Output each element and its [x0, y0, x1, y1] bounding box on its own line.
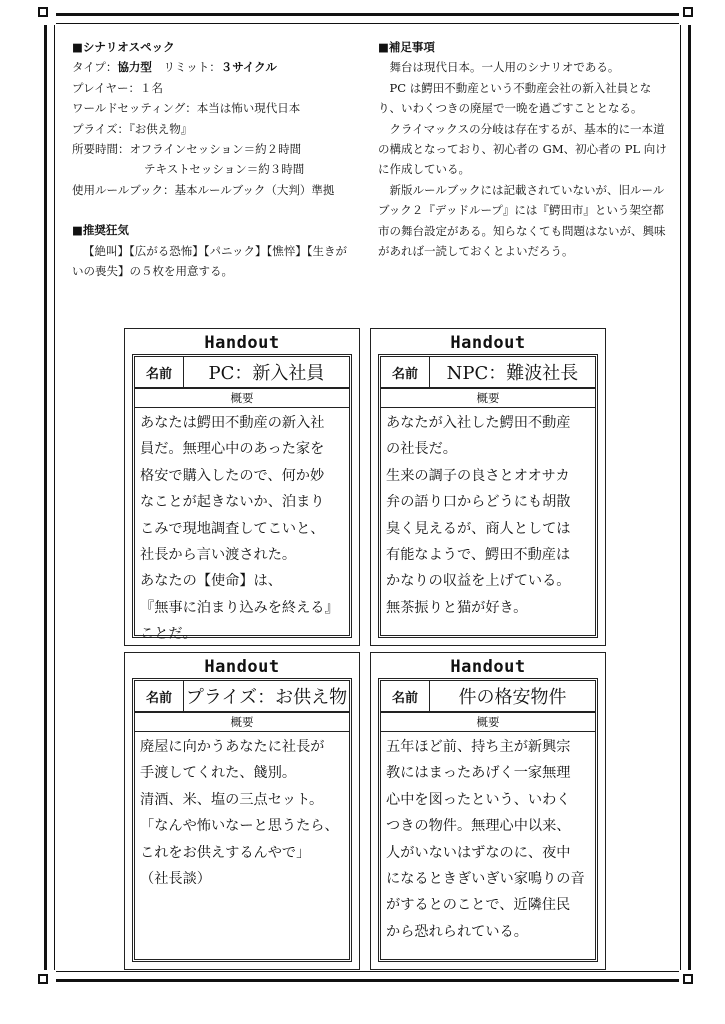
summary-body: [381, 408, 595, 621]
summary-body: [135, 732, 349, 892]
madness-title: ■推奨狂気: [72, 223, 129, 238]
summary-line: 格安で購入したので、何か妙: [140, 467, 325, 484]
summary-line: 有能なようで、鰐田不動産は: [386, 547, 571, 564]
handout-box: [132, 354, 352, 643]
summary-line: かなりの収益を上げている。: [386, 573, 571, 590]
handout-card-property: [370, 652, 606, 970]
handout-title: Handout: [450, 333, 526, 353]
summary-line: 「なんや怖いなーと思うたら、: [140, 818, 339, 835]
summary-line: 員だ。無理心中のあった家を: [140, 441, 325, 458]
summary-line: の社長だ。: [386, 441, 457, 458]
summary-label: 概要: [135, 389, 349, 408]
supplement-paragraph: PC は鰐田不動産という不動産会社の新入社員となり、いわくつきの廃屋で一晩を過ごすこととなる。: [378, 80, 652, 116]
limit-value: ３サイクル: [220, 60, 277, 75]
handout-box: [378, 678, 598, 962]
summary-line: 生来の調子の良さとオオサカ: [386, 467, 570, 484]
spec-prize: プライズ：『お供え物』: [72, 121, 193, 136]
corner-ornament-top-left: [34, 3, 56, 25]
summary-line: つきの物件。無理心中以来、: [386, 818, 571, 835]
handout-box: [132, 678, 352, 962]
spec-players: プレイヤー：１名: [72, 80, 163, 95]
summary-line: がするとのことで、近隣住民: [386, 897, 571, 914]
madness-line-1: 【絶叫】【広がる恐怖】【パニック】【憔悴】【生きが: [83, 243, 348, 258]
summary-line: あなたの【使命】は、: [140, 573, 282, 590]
summary-line: なことが起きないか、泊まり: [140, 494, 325, 511]
name-row: [381, 357, 595, 389]
handout-card-pc: [124, 328, 360, 646]
spec-time-text: テキストセッション＝約３時間: [144, 162, 305, 177]
corner-ornament-bottom-right: [679, 970, 701, 992]
summary-label: 概要: [381, 389, 595, 408]
handout-box: [378, 354, 598, 638]
spec-time-offline: 所要時間：オフラインセッション＝約２時間: [72, 142, 302, 157]
name-value: PC：新入社員: [208, 363, 325, 384]
supplement-paragraph: 舞台は現代日本。一人用のシナリオである。: [389, 60, 620, 75]
spec-title: ■シナリオスペック: [72, 40, 175, 54]
summary-line: 教にはまったあげく一家無理: [386, 765, 571, 782]
handout-title: Handout: [450, 657, 526, 677]
name-row: [381, 681, 595, 713]
summary-line: 『無事に泊まり込みを終える』: [140, 599, 339, 616]
summary-line: （社長談）: [140, 871, 211, 888]
name-row: [135, 357, 349, 389]
handout-title: Handout: [204, 657, 280, 677]
supplement-section: [378, 37, 668, 261]
name-value: プライズ：お供え物: [185, 687, 348, 708]
corner-ornament-bottom-left: [34, 970, 56, 992]
name-label: 名前: [135, 681, 184, 711]
summary-line: 廃屋に向かうあなたに社長が: [140, 739, 325, 755]
type-value: 協力型: [117, 60, 152, 75]
summary-line: あなたが入社した鰐田不動産: [386, 415, 571, 431]
name-value: NPC：難波社長: [446, 363, 579, 384]
summary-line: 人がいないはずなのに、夜中: [386, 844, 571, 861]
type-label: タイプ：: [72, 60, 118, 75]
summary-line: 社長から言い渡された。: [140, 547, 297, 564]
summary-body: [135, 408, 349, 648]
supplement-paragraph: クライマックスの分岐は存在するが、基本的に一本道の構成となっており、初心者の GM、初心者の PL 向けに作成している。: [378, 121, 667, 177]
summary-label: 概要: [381, 713, 595, 732]
name-label: 名前: [135, 357, 184, 387]
summary-line: ことだ。: [140, 626, 197, 643]
handout-title: Handout: [204, 333, 280, 353]
summary-line: 弁の語り口からどうにも胡散: [386, 494, 571, 511]
summary-line: 清酒、米、塩の三点セット。: [140, 791, 324, 808]
summary-line: になるときぎいぎい家鳴りの音: [386, 871, 585, 888]
handout-card-prize: [124, 652, 360, 970]
summary-line: これをお供えするんやで」: [140, 844, 311, 861]
summary-line: 無茶振りと猫が好き。: [386, 599, 528, 616]
spec-type-line: [72, 57, 362, 77]
summary-line: 心中を図ったという、いわく: [386, 791, 571, 808]
madness-line-2: いの喪失】の５枚を用意する。: [72, 264, 233, 279]
summary-line: から恐れられている。: [386, 923, 528, 940]
spec-rulebook: 使用ルールブック：基本ルールブック（大判）準拠: [72, 182, 335, 197]
name-label: 名前: [381, 357, 430, 387]
scenario-spec-section: [72, 37, 362, 281]
supplement-paragraph: 新版ルールブックには記載されていないが、旧ルールブック２『デッドループ』には『鰐田市』という架空都市の舞台設定がある。知らなくても問題はないが、興味があれば一読しておくとよいだろう。: [378, 182, 666, 259]
handout-card-npc: [370, 328, 606, 646]
limit-label: リミット：: [163, 60, 221, 75]
summary-label: 概要: [135, 713, 349, 732]
name-label: 名前: [381, 681, 430, 711]
summary-line: こみで現地調査してこいと、: [140, 520, 325, 537]
name-value: 件の格安物件: [458, 687, 567, 708]
spec-world: ワールドセッティング：本当は怖い現代日本: [72, 101, 301, 116]
name-row: [135, 681, 349, 713]
summary-line: あなたは鰐田不動産の新入社: [140, 415, 325, 431]
supplement-title: ■補足事項: [378, 40, 435, 54]
summary-line: 手渡してくれた、餞別。: [140, 765, 297, 782]
corner-ornament-top-right: [679, 3, 701, 25]
summary-body: [381, 732, 595, 945]
summary-line: 臭く見えるが、商人としては: [386, 520, 571, 537]
summary-line: 五年ほど前、持ち主が新興宗: [386, 739, 571, 755]
